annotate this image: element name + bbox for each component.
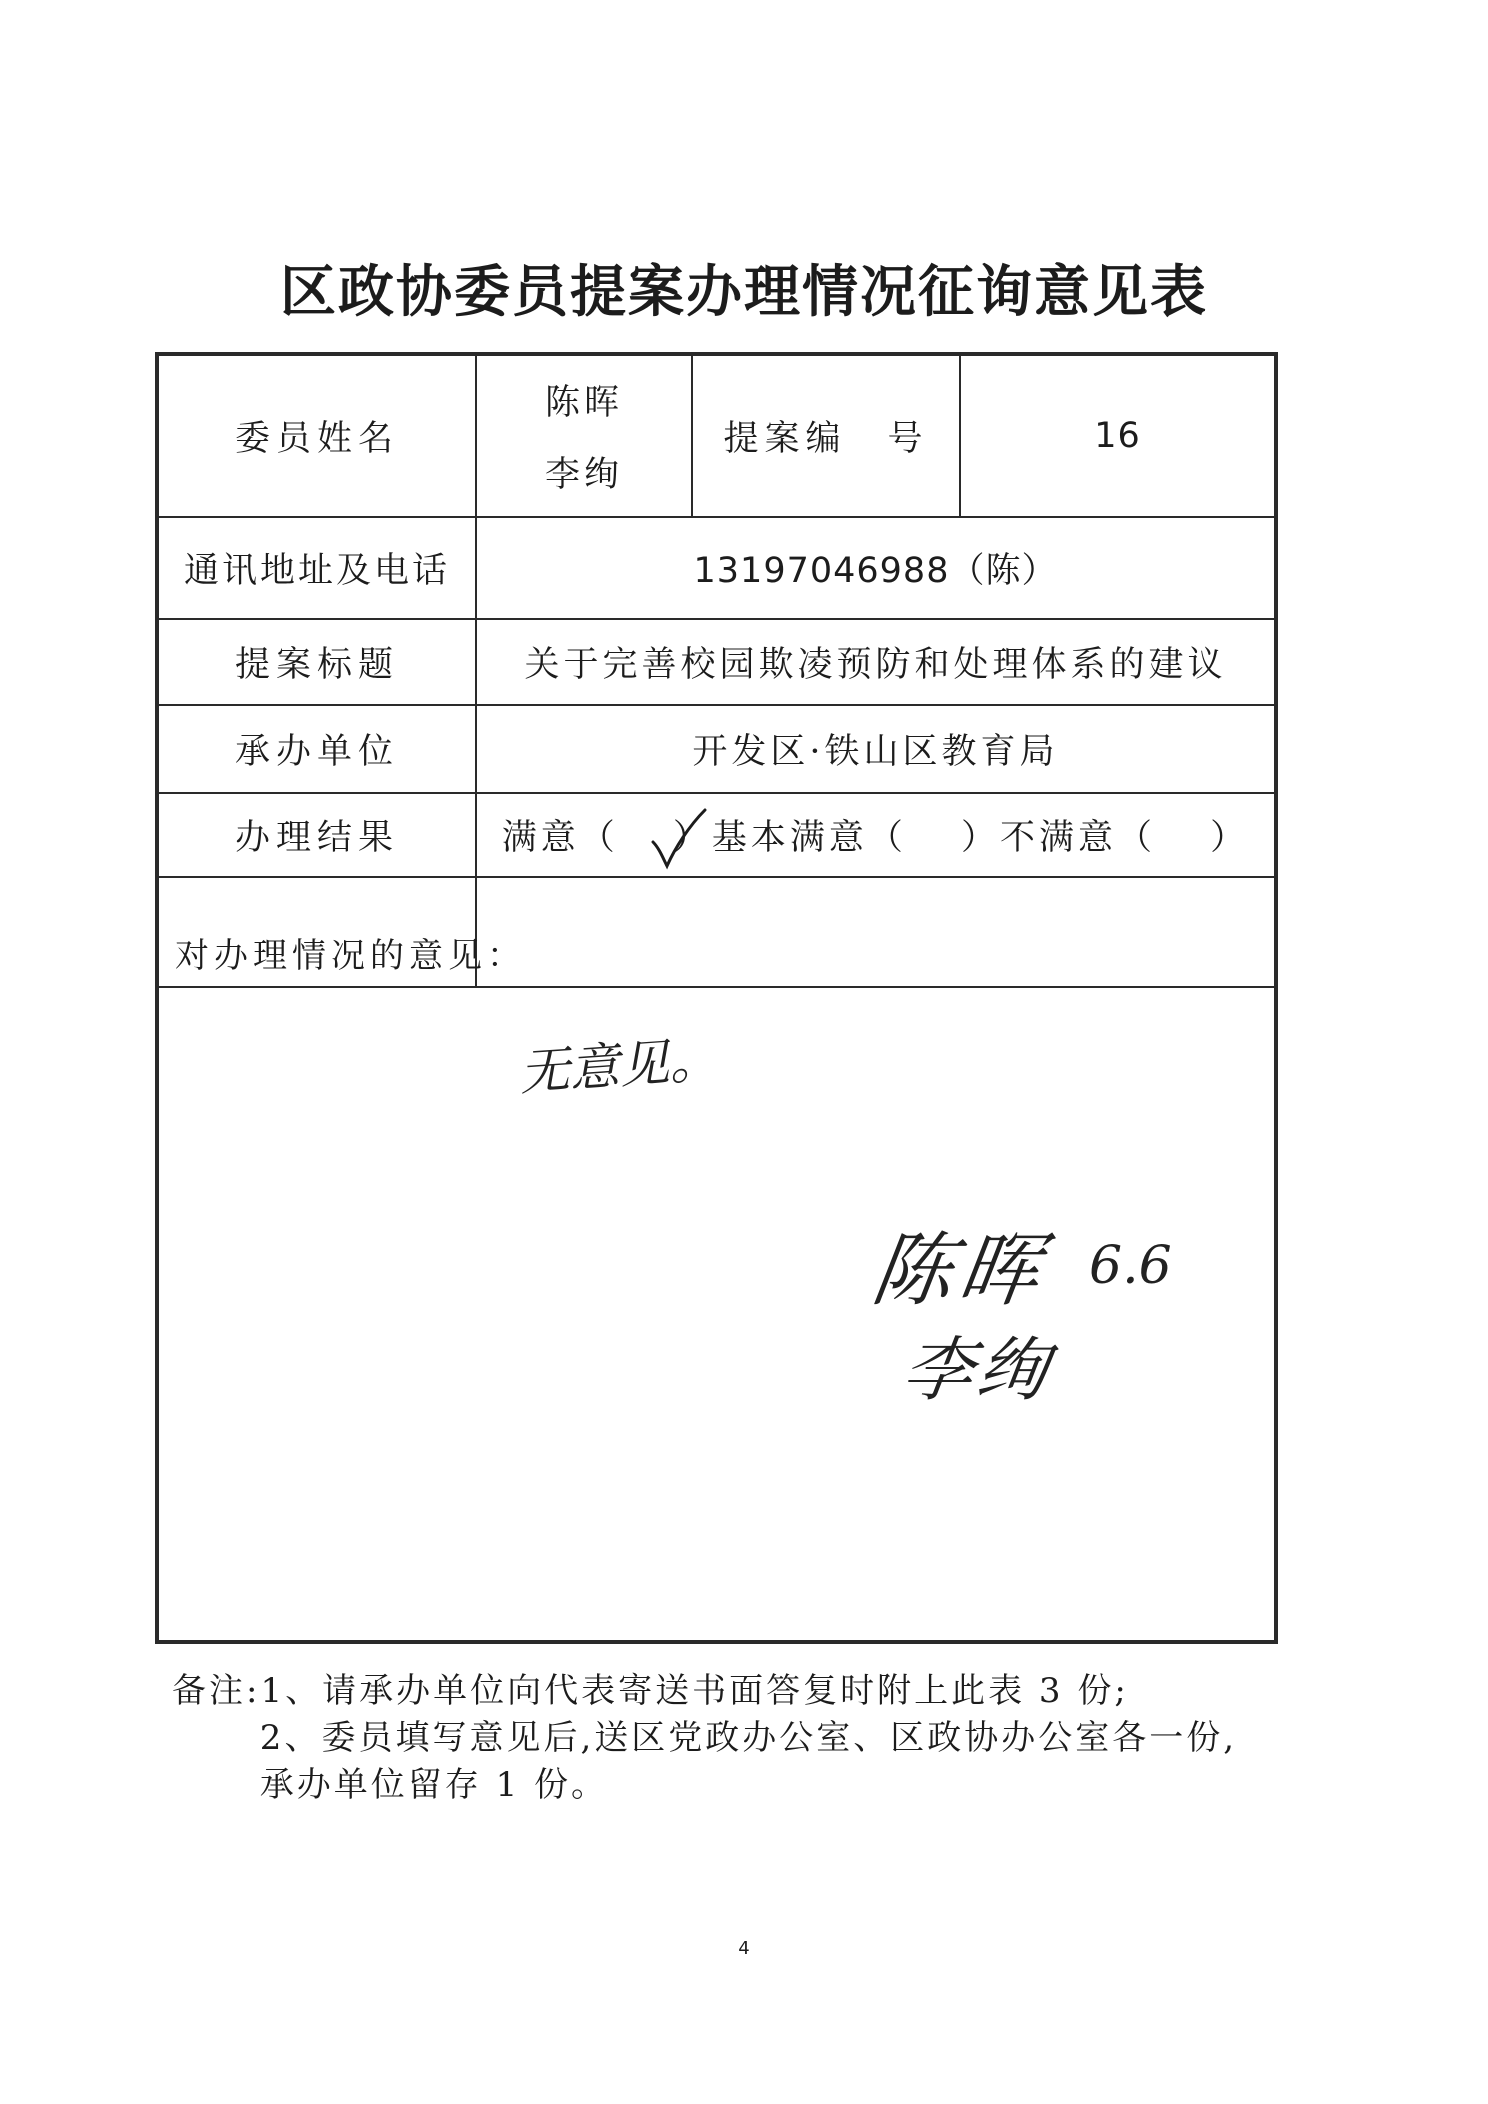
result-options: 满意（ ）基本满意（ ）不满意（ ） [501, 818, 1250, 858]
opinion-form-table [155, 352, 1278, 1644]
signature-2: 李绚 [897, 1329, 1057, 1411]
note-line-2: 2、委员填写意见后,送区党政办公室、区政协办公室各一份, [172, 1718, 1238, 1758]
note-line-1: 备注:1、请承办单位向代表寄送书面答复时附上此表 3 份; [172, 1671, 1129, 1711]
handling-unit-value: 开发区·铁山区教育局 [692, 732, 1059, 772]
contact-value: 13197046988（陈） [693, 551, 1058, 591]
note-line-3: 承办单位留存 1 份。 [172, 1765, 609, 1805]
form-title: 区政协委员提案办理情况征询意见表 [280, 260, 1208, 325]
member-names [477, 356, 691, 516]
opinion-label: 对办理情况的意见： [175, 936, 526, 976]
row-divider [159, 986, 1274, 988]
member-name-2: 李绚 [544, 455, 623, 495]
signed-date: 6.6 [1089, 1236, 1172, 1296]
proposal-title-label: 提案标题 [234, 645, 399, 685]
handling-unit-label: 承办单位 [234, 732, 399, 772]
handwritten-opinion: 无意见。 [517, 1030, 722, 1102]
notes [172, 1668, 1237, 1809]
member-name-label: 委员姓名 [234, 419, 399, 459]
proposal-number-label: 提案编 号 [723, 419, 929, 459]
proposal-number-value: 16 [1094, 416, 1141, 456]
row-divider [159, 876, 1274, 878]
signature-1: 陈晖 [866, 1224, 1052, 1317]
proposal-title-value: 关于完善校园欺凌预防和处理体系的建议 [524, 645, 1227, 685]
member-name-1: 陈晖 [544, 383, 623, 423]
result-label: 办理结果 [234, 818, 399, 858]
contact-label: 通讯地址及电话 [183, 551, 450, 591]
checkmark-icon [649, 808, 709, 870]
page-number: 4 [738, 1938, 750, 1959]
